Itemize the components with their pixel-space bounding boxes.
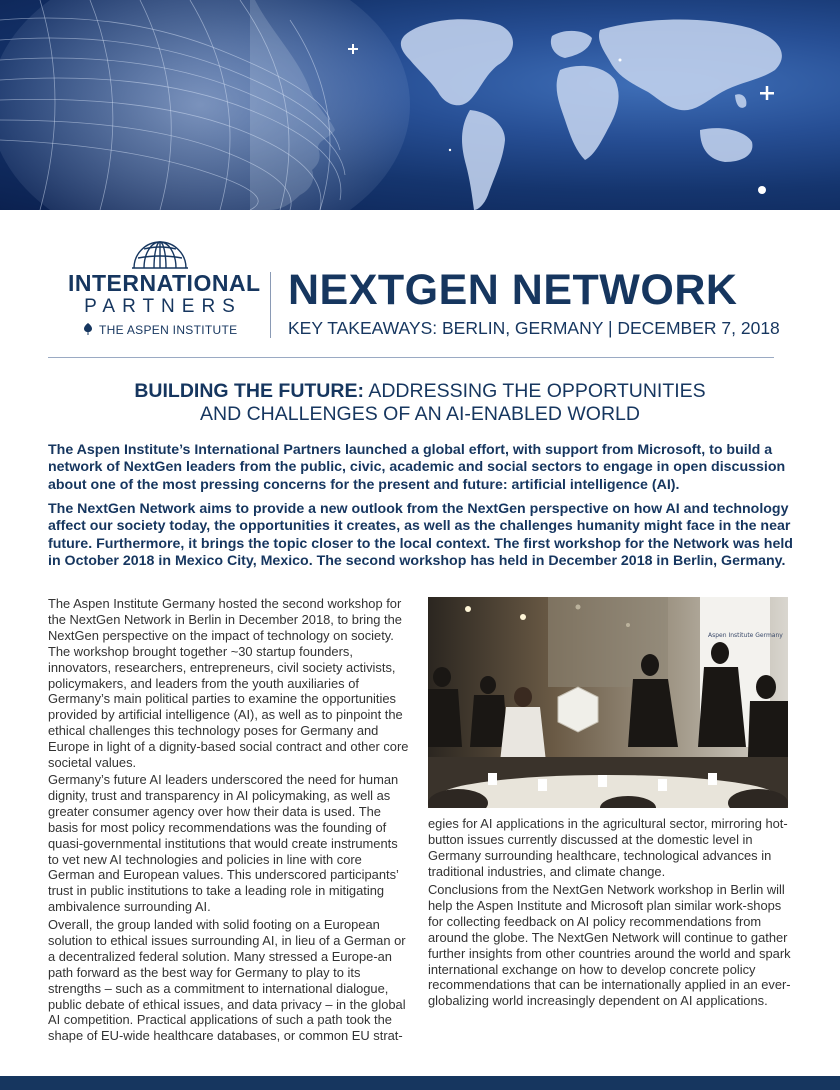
body-paragraph: Germany’s future AI leaders underscored the need for human dignity, trust and transparency in AI policymaking, as well as greater consumer agency over how their data is used. The basis for most policy recommendations was the founding of quasi-governmental institutions that would create instruments to vet new AI technologies and policies in line with core German and European values. This underscored participants’ trust in public institutions to take a leading role in mitigating ambivalence surrounding AI.: [48, 772, 399, 915]
body-paragraph: egies for AI applications in the agricultural sector, mirroring hot-button issues currently discussed at the domestic level in Germany surrounding healthcare, technological advances in traditional industries, and climate change.: [428, 816, 788, 879]
logo-aspen-institute: [82, 323, 262, 337]
international-partners-logo: [60, 232, 260, 342]
intro-paragraph-2: The NextGen Network aims to provide a new outlook from the NextGen perspective on how AI and technology affect our society today, the opportunities it creates, as well as the challenges humanity might face in the near future. Furthermore, it brings the topic closer to the local context. The first workshop for the Network was held in October 2018 in Mexico City, Mexico. The second workshop has held in December 2018 in Berlin, Germany.: [48, 501, 793, 570]
page-subtitle: KEY TAKEAWAYS: BERLIN, GERMANY | DECEMBER 7, 2018: [288, 318, 780, 338]
aspen-institute-label: THE ASPEN INSTITUTE: [99, 323, 238, 337]
section-heading-line2: AND CHALLENGES OF AN AI-ENABLED WORLD: [200, 403, 640, 425]
body-paragraph: Conclusions from the NextGen Network workshop in Berlin will help the Aspen Institute and Microsoft plan similar work-shops for collecting feedback on AI policy recommendations from around the globe. The NextGen Network will continue to gather further insights from other countries around the world and spark international exchange on how to develop concrete policy recommendations that can be internationally applied in an ever-globalizing world increasingly dependent on AI applications.: [428, 882, 791, 1009]
section-heading: [48, 380, 792, 426]
body-paragraph: Overall, the group landed with solid footing on a European solution to ethical issues surrounding AI, in lieu of a German or a decentralized federal solution. Many stressed a Europe-an path forward as the best way for Germany to play to its strengths – such as a commitment to international dialogue, public debate of ethical issues, and data privacy – in the global AI competition. Practical applications of such a path took the shape of EU-wide healthcare databases, or common EU strat-: [48, 917, 406, 1044]
intro-paragraph-1: The Aspen Institute’s International Partners launched a global effort, with support from Microsoft, to build a network of NextGen leaders from the public, civic, academic and social sectors to engage in open discussion about one of the most pressing concerns for the present and future: artificial intelligence (AI).: [48, 442, 786, 493]
globe-icon: [130, 232, 190, 270]
workshop-photo: [428, 597, 788, 808]
section-heading-line1: ADDRESSING THE OPPORTUNITIES: [363, 380, 706, 402]
section-heading-bold: BUILDING THE FUTURE:: [134, 380, 364, 402]
logo-wordmark-partners: PARTNERS: [84, 296, 242, 317]
page-title: NEXTGEN NETWORK: [288, 266, 738, 314]
aspen-leaf-icon: [82, 323, 94, 335]
photo-sign-text: Aspen Institute Germany: [708, 632, 783, 639]
footer-bar: [0, 1076, 840, 1090]
header-rule: [48, 357, 774, 358]
body-paragraph: The Aspen Institute Germany hosted the second workshop for the NextGen Network in Berlin in December 2018, to bring the NextGen perspective on the impact of technology on society. The workshop brought together ~30 startup founders, innovators, researchers, entrepreneurs, civil society activists, policymakers, and leaders from the youth auxiliaries of Germany’s main political parties to examine the opportunities provided by artificial intelligence (AI), as well as to pinpoint the ethical challenges this technology poses for Germany and Europe in light of a dignity-based social contract and other core societal values.: [48, 596, 409, 771]
header-divider: [270, 272, 271, 338]
logo-wordmark-international: INTERNATIONAL: [68, 270, 261, 296]
header-banner-image: [0, 0, 840, 210]
